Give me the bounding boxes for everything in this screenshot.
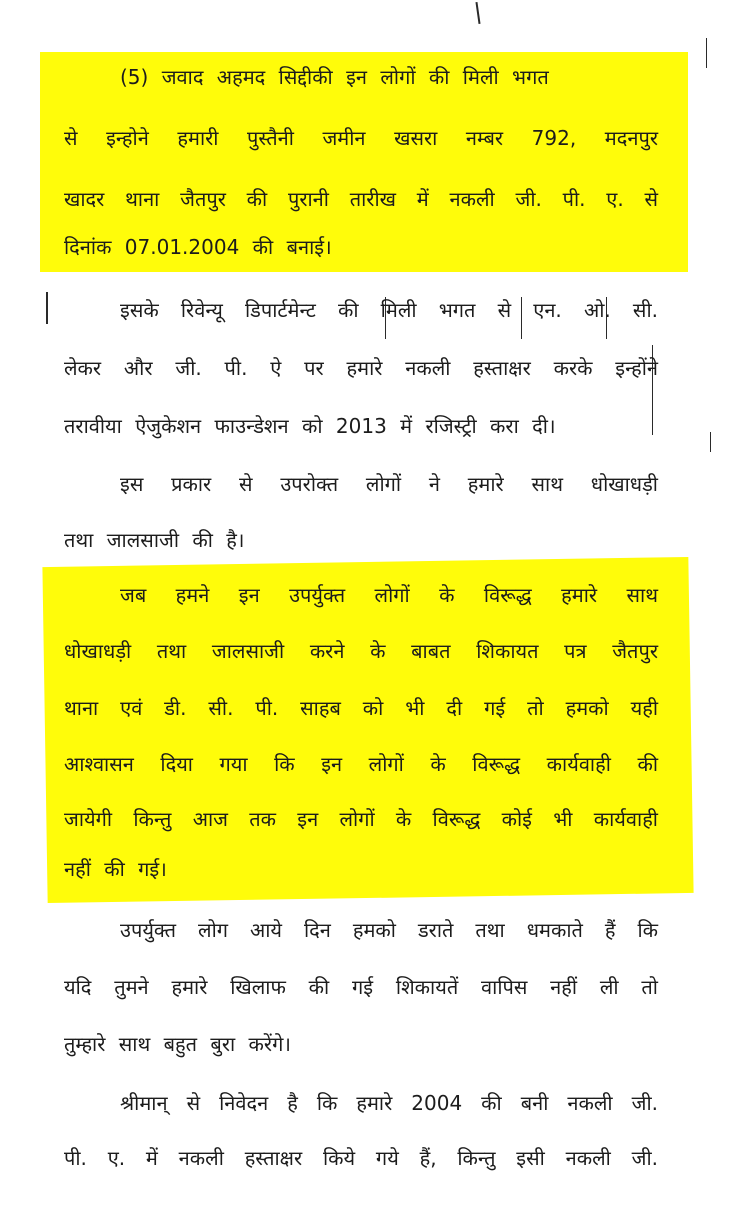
text-line: जब हमने इन उपर्युक्त लोगों के विरूद्ध हमारे साथ <box>120 583 658 607</box>
text-line: धोखाधड़ी तथा जालसाजी करने के बाबत शिकायत पत्र जैतपुर <box>64 639 658 663</box>
text-line: श्रीमान् से निवेदन है कि हमारे 2004 की बनी नकली जी. <box>120 1091 658 1115</box>
text-line: तथा जालसाजी की है। <box>64 528 245 552</box>
pen-mark <box>475 2 480 24</box>
text-line: आश्वासन दिया गया कि इन लोगों के विरूद्ध कार्यवाही की <box>64 752 658 776</box>
text-line: खादर थाना जैतपुर की पुरानी तारीख में नकली जी. पी. ए. से <box>64 187 658 211</box>
text-line: इसके रिवेन्यू डिपार्टमेन्ट की मिली भगत से एन. ओ. सी. <box>120 298 658 322</box>
text-line: यदि तुमने हमारे खिलाफ की गई शिकायतें वापिस नहीं ली तो <box>64 975 658 999</box>
text-line: दिनांक 07.01.2004 की बनाई। <box>64 235 332 259</box>
text-line: से इन्होने हमारी पुस्तैनी जमीन खसरा नम्बर 792, मदनपुर <box>64 126 658 150</box>
text-line: तुम्हारे साथ बहुत बुरा करेंगे। <box>64 1032 291 1056</box>
text-line: तरावीया ऐजुकेशन फाउन्डेशन को 2013 में रजिस्ट्री करा दी। <box>64 414 556 438</box>
text-line: (5) जवाद अहमद सिद्दीकी इन लोगों की मिली भगत <box>120 65 549 89</box>
text-line: पी. ए. में नकली हस्ताक्षर किये गये हैं, किन्तु इसी नकली जी. <box>64 1146 658 1170</box>
pen-mark <box>706 38 707 68</box>
pen-mark <box>710 432 711 452</box>
text-line: नहीं की गई। <box>64 857 167 881</box>
text-line: लेकर और जी. पी. ऐ पर हमारे नकली हस्ताक्षर करके इन्होंने <box>64 356 658 380</box>
text-line: उपर्युक्त लोग आये दिन हमको डराते तथा धमकाते हैं कि <box>120 918 658 942</box>
text-line: जायेगी किन्तु आज तक इन लोगों के विरूद्ध कोई भी कार्यवाही <box>64 807 658 831</box>
text-line: थाना एवं डी. सी. पी. साहब को भी दी गई तो हमको यही <box>64 696 658 720</box>
pen-mark <box>46 292 48 324</box>
text-line: इस प्रकार से उपरोक्त लोगों ने हमारे साथ धोखाधड़ी <box>120 472 658 496</box>
